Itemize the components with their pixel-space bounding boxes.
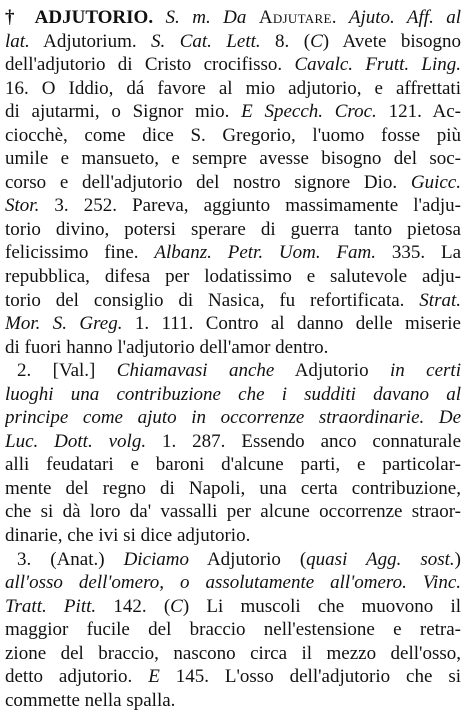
entry-line xyxy=(5,406,461,430)
italic-text: Guicc. xyxy=(410,171,461,193)
text-run: 1. 287. Essendo anco connaturale xyxy=(146,430,461,452)
italic-text: in certi xyxy=(389,360,461,382)
dagger-mark: † xyxy=(5,7,23,28)
italic-text: C xyxy=(310,30,323,52)
italic-text: E Specch. Croc. xyxy=(241,101,377,123)
entry-line xyxy=(5,642,461,666)
text-run: Adjutorio ( xyxy=(189,548,307,570)
text-run: corso e dell'adjutorio del nostro signore Dio. xyxy=(5,171,411,193)
text-run: torio del consiglio di Nasica, fu refortificata. xyxy=(5,289,420,311)
entry-line xyxy=(5,383,461,407)
text-run: commette nella spalla. xyxy=(5,689,176,711)
text-run: 142. ( xyxy=(96,595,171,617)
entry-line xyxy=(5,194,461,218)
sense-2-start-line xyxy=(5,359,461,383)
italic-text: principe come ajuto in occorrenze straordinarie. De xyxy=(5,407,461,429)
italic-text: Albanz. Petr. Uom. Fam. xyxy=(154,242,377,264)
italic-text: Stor. xyxy=(5,195,40,217)
text-run: dinarie, che ivi si dice adjutorio. xyxy=(5,525,251,547)
italic-text: Strat. xyxy=(419,289,461,311)
text-run: che si dà loro da' vassalli per alcune occorrenze straor- xyxy=(5,501,461,523)
italic-text: Diciamo xyxy=(123,548,190,570)
text-run: 2. [Val.] xyxy=(17,360,117,382)
entry-line xyxy=(5,689,461,712)
text-run: ) Avete bisogno xyxy=(322,30,461,52)
entry-line xyxy=(5,453,461,477)
italic-text: luoghi una contribuzione che i sudditi davano al xyxy=(5,383,461,405)
entry-line xyxy=(5,171,461,195)
entry-line xyxy=(5,124,461,148)
text-run: 16. O Iddio, dá favore al mio adjutorio, e affrettati xyxy=(5,77,461,99)
italic-text: Ajuto. Aff. al xyxy=(348,7,461,28)
text-run: alli feudatari e baroni d'alcune parti, e particolar- xyxy=(5,454,461,476)
text-run: 121. Ac- xyxy=(376,101,461,123)
text-run: maggior fucile del braccio nell'estensione e retra- xyxy=(5,619,461,641)
text-run: . xyxy=(331,7,349,28)
text-run: detto adjutorio. xyxy=(5,666,149,688)
italic-text: S. Cat. Lett. xyxy=(151,30,261,52)
italic-text: Cavalc. Frutt. Ling. xyxy=(294,54,461,76)
entry-line xyxy=(5,336,461,360)
italic-text: C xyxy=(170,595,183,617)
entry-line xyxy=(5,77,461,101)
text-run xyxy=(153,7,165,28)
text-run: repubblica, difesa per lodatissimo e salutevole adju- xyxy=(5,266,461,288)
text-run: Adjutorio xyxy=(274,360,390,382)
entry-line xyxy=(5,218,461,242)
entry-line xyxy=(5,289,461,313)
entry-line xyxy=(5,477,461,501)
sense-3-start-line xyxy=(5,548,461,572)
entry-line xyxy=(5,53,461,77)
italic-text: S. m. Da xyxy=(165,7,247,28)
entry-line xyxy=(5,500,461,524)
entry-line xyxy=(5,618,461,642)
text-run: ) Li muscoli che muovono il xyxy=(182,595,461,617)
entry-line xyxy=(5,571,461,595)
entry-line xyxy=(5,595,461,619)
entry-line xyxy=(5,6,461,30)
text-run: ) xyxy=(454,548,461,570)
italic-text: Tratt. Pitt. xyxy=(5,595,97,617)
entry-line xyxy=(5,312,461,336)
entry-line xyxy=(5,30,461,54)
text-run: di ajutarmi, o Signor mio. xyxy=(5,101,242,123)
italic-text: all'osso dell'omero, o assolutamente all'omero. Vinc. xyxy=(5,572,461,594)
text-run: di fuori hanno l'adjutorio dell'amor dentro. xyxy=(5,336,329,358)
text-run: Adjutare xyxy=(258,7,332,28)
text-run: umile e mansueto, e sempre avesse bisogno del soc- xyxy=(5,148,461,170)
text-run: 145. L'osso dell'adjutorio che si xyxy=(159,666,461,688)
entry-line xyxy=(5,430,461,454)
text-run: Adjutorium. xyxy=(29,30,152,52)
text-run: torio divino, potersi sperare di guerra tanto pietosa xyxy=(5,218,461,240)
italic-text: lat. xyxy=(5,30,30,52)
italic-text: Luc. Dott. volg. xyxy=(5,430,147,452)
headword: ADJUTORIO. xyxy=(34,7,154,28)
entry-line xyxy=(5,147,461,171)
text-run: felicissimo fine. xyxy=(5,242,155,264)
text-run: 3. 252. Pareva, aggiunto massimamente l'adju- xyxy=(39,195,461,217)
italic-text: E xyxy=(148,666,160,688)
text-run: ciocchè, come dice S. Gregorio, l'uomo fosse più xyxy=(5,124,461,146)
entry-line xyxy=(5,665,461,689)
entry-line xyxy=(5,241,461,265)
text-run: 8. ( xyxy=(260,30,311,52)
text-run: zione del braccio, nascono circa il mezzo dell'osso, xyxy=(5,642,461,664)
text-run: mente del regno di Napoli, una certa contribuzione, xyxy=(5,477,461,499)
dictionary-entry xyxy=(5,6,461,712)
entry-line xyxy=(5,100,461,124)
entry-line xyxy=(5,524,461,548)
text-run: 335. La xyxy=(376,242,461,264)
italic-text: quasi Agg. sost. xyxy=(306,548,455,570)
italic-text: Chiamavasi anche xyxy=(116,360,275,382)
text-run xyxy=(246,7,258,28)
text-run: dell'adjutorio di Cristo crocifisso. xyxy=(5,54,295,76)
entry-line xyxy=(5,265,461,289)
text-run: 1. 111. Contro al danno delle miserie xyxy=(122,313,461,335)
italic-text: Mor. S. Greg. xyxy=(5,313,123,335)
text-run: 3. (Anat.) xyxy=(17,548,124,570)
